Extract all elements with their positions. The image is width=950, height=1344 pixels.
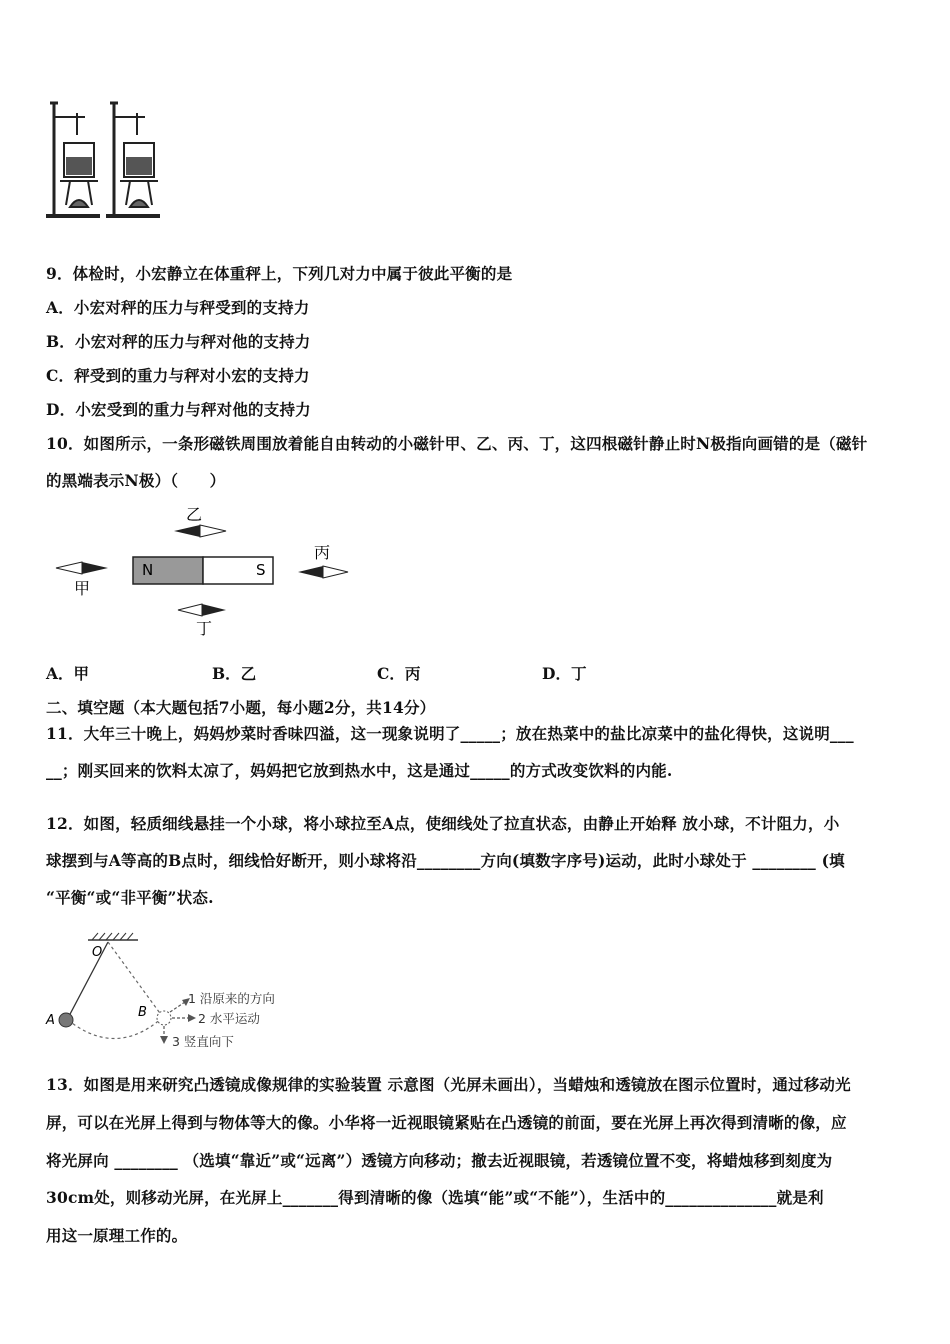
ball-a: [59, 1013, 73, 1027]
stand-right: [106, 103, 160, 216]
pendulum-string: [68, 942, 108, 1018]
q12-line3: “平衡“或“非平衡”状态.: [46, 888, 214, 907]
q13-line1: 13．如图是用来研究凸透镜成像规律的实验装置 示意图（光屏未画出），当蜡烛和透镜放在图示位置时，通过移动光: [46, 1075, 851, 1094]
needle-jia-black: [82, 562, 108, 574]
ball-b: [157, 1011, 171, 1025]
q12-line1: 12．如图，轻质细线悬挂一个小球，将小球拉至A点，使细线处了拉直状态，由静止开始释 放小球，不计阻力，小: [46, 814, 840, 833]
q9-option-c[interactable]: C．秤受到的重力与秤对小宏的支持力: [46, 366, 310, 385]
q10-option-a[interactable]: A．甲: [46, 664, 90, 683]
q9-option-d[interactable]: D．小宏受到的重力与秤对他的支持力: [46, 400, 311, 419]
magnet-s-label: S: [256, 561, 266, 579]
q9-option-a[interactable]: A．小宏对秤的压力与秤受到的支持力: [46, 298, 310, 317]
q11-line2: __；刚买回来的饮料太凉了，妈妈把它放到热水中，这是通过_____的方式改变饮料的内能.: [46, 761, 673, 780]
needle-jia-white: [56, 562, 82, 574]
needle-jia-label: 甲: [74, 579, 91, 598]
q10-option-c[interactable]: C．丙: [377, 664, 421, 683]
needle-ding-black: [202, 604, 226, 616]
needle-yi-white: [200, 525, 226, 537]
point-b-label: B: [138, 1005, 147, 1020]
needle-yi-label: 乙: [186, 505, 203, 524]
point-a-label: A: [46, 1013, 55, 1028]
needle-bing-black: [298, 566, 323, 578]
q11-line1: 11．大年三十晚上，妈妈炒菜时香味四溢，这一现象说明了_____；放在热菜中的盐比凉菜中的盐化得快，这说明___: [46, 724, 854, 743]
magnet-n-label: N: [142, 561, 154, 579]
q10-stem-line1: 10．如图所示，一条形磁铁周围放着能自由转动的小磁针甲、乙、丙、丁，这四根磁针静止时N极指向画错的是（磁针: [46, 434, 868, 453]
q9-option-b[interactable]: B．小宏对秤的压力与秤对他的支持力: [46, 332, 311, 351]
needle-ding-label: 丁: [196, 619, 213, 638]
q10-stem-line2: 的黑端表示N极）（ ）: [46, 471, 226, 490]
direction-2-label: 2 水平运动: [198, 1011, 260, 1026]
needle-bing-label: 丙: [314, 543, 331, 562]
q13-line4: 30cm处，则移动光屏，在光屏上_______得到清晰的像（选填“能”或“不能”），生活中的______________就是利: [46, 1188, 824, 1207]
needle-yi-black: [174, 525, 200, 537]
point-o-label: O: [92, 945, 103, 960]
q10-option-b[interactable]: B．乙: [212, 664, 257, 683]
q9-stem: 9．体检时，小宏静立在体重秤上，下列几对力中属于彼此平衡的是: [46, 264, 513, 283]
pendulum-figure: [42, 930, 312, 1050]
heating-apparatus-figure: [40, 95, 170, 225]
needle-ding-white: [178, 604, 202, 616]
q10-option-d[interactable]: D．丁: [542, 664, 587, 683]
q13-line5: 用这一原理工作的。: [46, 1226, 188, 1245]
direction-3-label: 3 竖直向下: [172, 1034, 234, 1049]
stand-left: [46, 103, 100, 216]
q13-line2: 屏，可以在光屏上得到与物体等大的像。小华将一近视眼镜紧贴在凸透镜的前面，要在光屏上再次得到清晰的像，应: [46, 1113, 847, 1132]
direction-1-label: 1 沿原来的方向: [188, 991, 275, 1006]
q13-line3: 将光屏向 ________ （选填“靠近”或“远离”）透镜方向移动；撤去近视眼镜，若透镜位置不变，将蜡烛移到刻度为: [46, 1151, 833, 1170]
section2-heading: 二、填空题（本大题包括7小题，每小题2分，共14分）: [46, 698, 436, 717]
magnet-figure: [50, 500, 360, 640]
needle-bing-white: [323, 566, 348, 578]
q12-line2: 球摆到与A等高的B点时，细线恰好断开，则小球将沿________方向(填数字序号)运动，此时小球处于 ________ (填: [46, 851, 845, 870]
